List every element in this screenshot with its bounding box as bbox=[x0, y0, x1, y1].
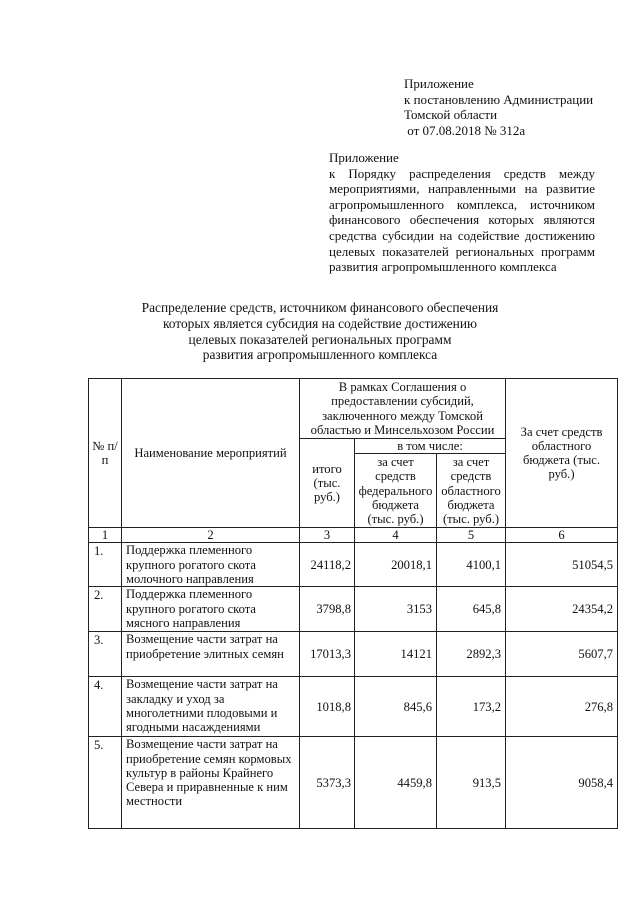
header-including: в том числе: bbox=[355, 439, 506, 454]
row-regional-own: 9058,4 bbox=[506, 737, 618, 829]
table-row bbox=[89, 543, 618, 587]
row-regional-own: 51054,5 bbox=[506, 543, 618, 587]
title-line: Распределение средств, источником финансового обеспечения bbox=[141, 300, 499, 315]
column-number: 2 bbox=[122, 528, 300, 543]
row-regional: 2892,3 bbox=[437, 632, 506, 677]
row-regional: 645,8 bbox=[437, 587, 506, 632]
approval-main-line: Приложение bbox=[404, 76, 474, 91]
approval-appendix-line: агропромышленного комплекса, источником bbox=[329, 196, 595, 212]
row-total: 24118,2 bbox=[300, 543, 355, 587]
row-name: Возмещение части затрат на приобретение элитных семян bbox=[122, 632, 300, 677]
table-row bbox=[89, 677, 618, 737]
row-number: 1. bbox=[89, 543, 122, 587]
approval-main-line: к постановлению Администрации bbox=[404, 91, 594, 107]
row-regional-own: 276,8 bbox=[506, 677, 618, 737]
title-line: развития агропромышленного комплекса bbox=[202, 347, 438, 363]
table-row bbox=[89, 587, 618, 632]
header-federal: за счет средств федерального бюджета (тыс. руб.) bbox=[355, 454, 437, 528]
header-regional: за счет средств областного бюджета (тыс. руб.) bbox=[437, 454, 506, 528]
row-regional: 913,5 bbox=[437, 737, 506, 829]
approval-main-block bbox=[404, 76, 600, 138]
approval-appendix-line: средства субсидии на содействие достижению bbox=[329, 227, 595, 243]
row-total: 5373,3 bbox=[300, 737, 355, 829]
row-federal: 4459,8 bbox=[355, 737, 437, 829]
row-name: Возмещение части затрат на приобретение семян кормовых культур в районы Крайнего Севера и приравненные к ним местности bbox=[122, 737, 300, 829]
approval-appendix-line: развития агропромышленного комплекса bbox=[329, 259, 557, 275]
row-number: 5. bbox=[89, 737, 122, 829]
approval-main-line: от 07.08.2018 № 312а bbox=[404, 122, 526, 138]
row-regional-own: 5607,7 bbox=[506, 632, 618, 677]
header-total: итого (тыс. руб.) bbox=[300, 439, 355, 528]
row-federal: 20018,1 bbox=[355, 543, 437, 587]
row-name: Поддержка племенного крупного рогатого скота мясного направления bbox=[122, 587, 300, 632]
approval-main-line: Томской области bbox=[404, 107, 498, 123]
row-total: 1018,8 bbox=[300, 677, 355, 737]
column-number: 5 bbox=[437, 528, 506, 543]
document-title bbox=[120, 300, 520, 363]
distribution-table bbox=[88, 378, 618, 829]
column-number: 6 bbox=[506, 528, 618, 543]
row-regional-own: 24354,2 bbox=[506, 587, 618, 632]
row-number: 3. bbox=[89, 632, 122, 677]
column-number: 3 bbox=[300, 528, 355, 543]
column-number: 4 bbox=[355, 528, 437, 543]
row-federal: 14121 bbox=[355, 632, 437, 677]
table-row bbox=[89, 632, 618, 677]
table-row bbox=[89, 737, 618, 829]
approval-appendix-block bbox=[329, 150, 595, 275]
row-name: Возмещение части затрат на закладку и уход за многолетними плодовыми и ягодными насаждениями bbox=[122, 677, 300, 737]
row-regional: 4100,1 bbox=[437, 543, 506, 587]
approval-appendix-line: финансового обеспечения которых являются bbox=[329, 212, 595, 228]
row-federal: 3153 bbox=[355, 587, 437, 632]
row-number: 2. bbox=[89, 587, 122, 632]
approval-appendix-line: к Порядку распределения средств между bbox=[329, 165, 595, 181]
header-agreement: В рамках Соглашения о предоставлении субсидий, заключенного между Томской областью и Минсельхозом России bbox=[300, 379, 506, 439]
row-total: 3798,8 bbox=[300, 587, 355, 632]
row-regional: 173,2 bbox=[437, 677, 506, 737]
header-number: № п/п bbox=[89, 379, 122, 528]
row-number: 4. bbox=[89, 677, 122, 737]
approval-appendix-line: целевых показателей региональных программ bbox=[329, 243, 595, 259]
row-name: Поддержка племенного крупного рогатого скота молочного направления bbox=[122, 543, 300, 587]
approval-appendix-line: Приложение bbox=[329, 150, 399, 165]
approval-appendix-line: мероприятиями, направленными на развитие bbox=[329, 181, 595, 197]
title-line: которых является субсидия на содействие достижению bbox=[162, 315, 478, 331]
row-federal: 845,6 bbox=[355, 677, 437, 737]
row-total: 17013,3 bbox=[300, 632, 355, 677]
header-regional-own: За счет средств областного бюджета (тыс. руб.) bbox=[506, 379, 618, 528]
header-name: Наименование мероприятий bbox=[122, 379, 300, 528]
column-number: 1 bbox=[89, 528, 122, 543]
title-line: целевых показателей региональных программ bbox=[188, 331, 452, 347]
